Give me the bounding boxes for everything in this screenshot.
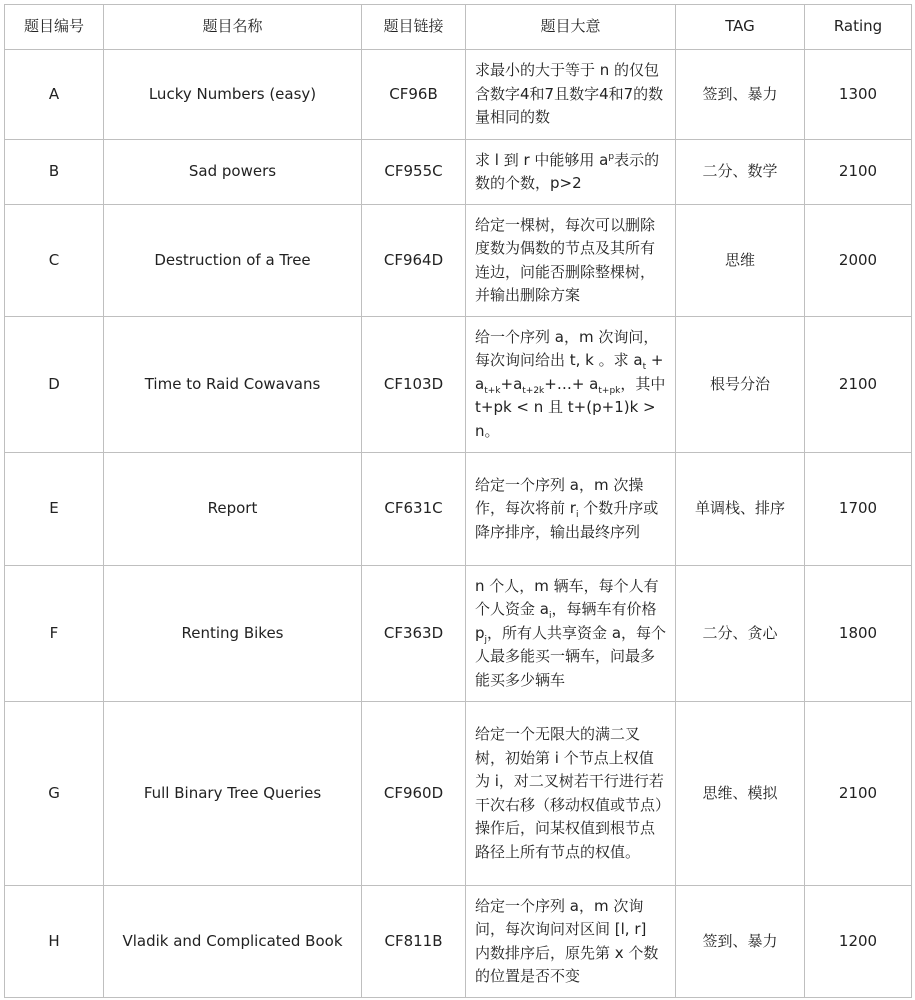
problem-link[interactable]: CF103D <box>362 317 466 453</box>
problem-id: A <box>5 50 104 140</box>
problem-id: D <box>5 317 104 453</box>
table-row <box>5 566 912 702</box>
problem-rating: 2100 <box>805 317 912 453</box>
table-row <box>5 453 912 566</box>
problem-name: Time to Raid Cowavans <box>104 317 362 453</box>
header-name: 题目名称 <box>104 5 362 50</box>
problem-link[interactable]: CF964D <box>362 205 466 317</box>
problem-rating: 1800 <box>805 566 912 702</box>
problem-id: H <box>5 886 104 998</box>
problem-rating: 1200 <box>805 886 912 998</box>
problem-table <box>4 4 912 998</box>
problem-summary: 给定一个无限大的满二叉树，初始第 i 个节点上权值为 i，对二叉树若干行进行若干次右移（移动权值或节点）操作后，问某权值到根节点路径上所有节点的权值。 <box>466 702 676 886</box>
problem-tag: 二分、数学 <box>676 140 805 205</box>
problem-name: Full Binary Tree Queries <box>104 702 362 886</box>
problem-rating: 1300 <box>805 50 912 140</box>
problem-id: F <box>5 566 104 702</box>
problem-id: B <box>5 140 104 205</box>
table-row <box>5 886 912 998</box>
problem-summary: n 个人，m 辆车，每个人有个人资金 $a_i$，每辆车有价格 $p_j$，所有人共享资金 a，每个人最多能买一辆车，问最多能买多少辆车 <box>466 566 676 702</box>
problem-name: Sad powers <box>104 140 362 205</box>
problem-tag: 单调栈、排序 <box>676 453 805 566</box>
problem-rating: 2100 <box>805 702 912 886</box>
problem-id: C <box>5 205 104 317</box>
problem-summary: 给定一个序列 a，m 次操作，每次将前 $r_i$ 个数升序或降序排序，输出最终序列 <box>466 453 676 566</box>
problem-link[interactable]: CF811B <box>362 886 466 998</box>
header-summary: 题目大意 <box>466 5 676 50</box>
problem-id: E <box>5 453 104 566</box>
problem-summary: 给定一个序列 a，m 次询问，每次询问对区间 [l, r] 内数排序后，原先第 x 个数的位置是否不变 <box>466 886 676 998</box>
header-link: 题目链接 <box>362 5 466 50</box>
problem-summary: 求最小的大于等于 n 的仅包含数字4和7且数字4和7的数量相同的数 <box>466 50 676 140</box>
problem-id: G <box>5 702 104 886</box>
problem-link[interactable]: CF955C <box>362 140 466 205</box>
problem-summary: 给一个序列 a，m 次询问，每次询问给出 t, k 。求 $a_t$ + $a_{t+k}+a_{t+2k}+\dots+ a_{t+pk}$，其中 t+pk < n 且 t+(p+1)k > n。 <box>466 317 676 453</box>
problem-rating: 2000 <box>805 205 912 317</box>
problem-name: Destruction of a Tree <box>104 205 362 317</box>
problem-tag: 思维 <box>676 205 805 317</box>
problem-rating: 1700 <box>805 453 912 566</box>
problem-rating: 2100 <box>805 140 912 205</box>
problem-name: Vladik and Complicated Book <box>104 886 362 998</box>
header-row <box>5 5 912 50</box>
header-rating: Rating <box>805 5 912 50</box>
problem-summary: 求 l 到 r 中能够用 $a^p$表示的数的个数，p>2 <box>466 140 676 205</box>
problem-tag: 二分、贪心 <box>676 566 805 702</box>
header-id: 题目编号 <box>5 5 104 50</box>
problem-summary: 给定一棵树，每次可以删除度数为偶数的节点及其所有连边，问能否删除整棵树，并输出删除方案 <box>466 205 676 317</box>
problem-tag: 签到、暴力 <box>676 886 805 998</box>
problem-link[interactable]: CF631C <box>362 453 466 566</box>
problem-link[interactable]: CF363D <box>362 566 466 702</box>
problem-tag: 根号分治 <box>676 317 805 453</box>
problem-tag: 思维、模拟 <box>676 702 805 886</box>
problem-name: Lucky Numbers (easy) <box>104 50 362 140</box>
table-row <box>5 50 912 140</box>
problem-link[interactable]: CF96B <box>362 50 466 140</box>
problem-tag: 签到、暴力 <box>676 50 805 140</box>
table-row <box>5 317 912 453</box>
table-row <box>5 205 912 317</box>
table-row <box>5 702 912 886</box>
problem-name: Report <box>104 453 362 566</box>
header-tag: TAG <box>676 5 805 50</box>
problem-link[interactable]: CF960D <box>362 702 466 886</box>
table-row <box>5 140 912 205</box>
problem-name: Renting Bikes <box>104 566 362 702</box>
